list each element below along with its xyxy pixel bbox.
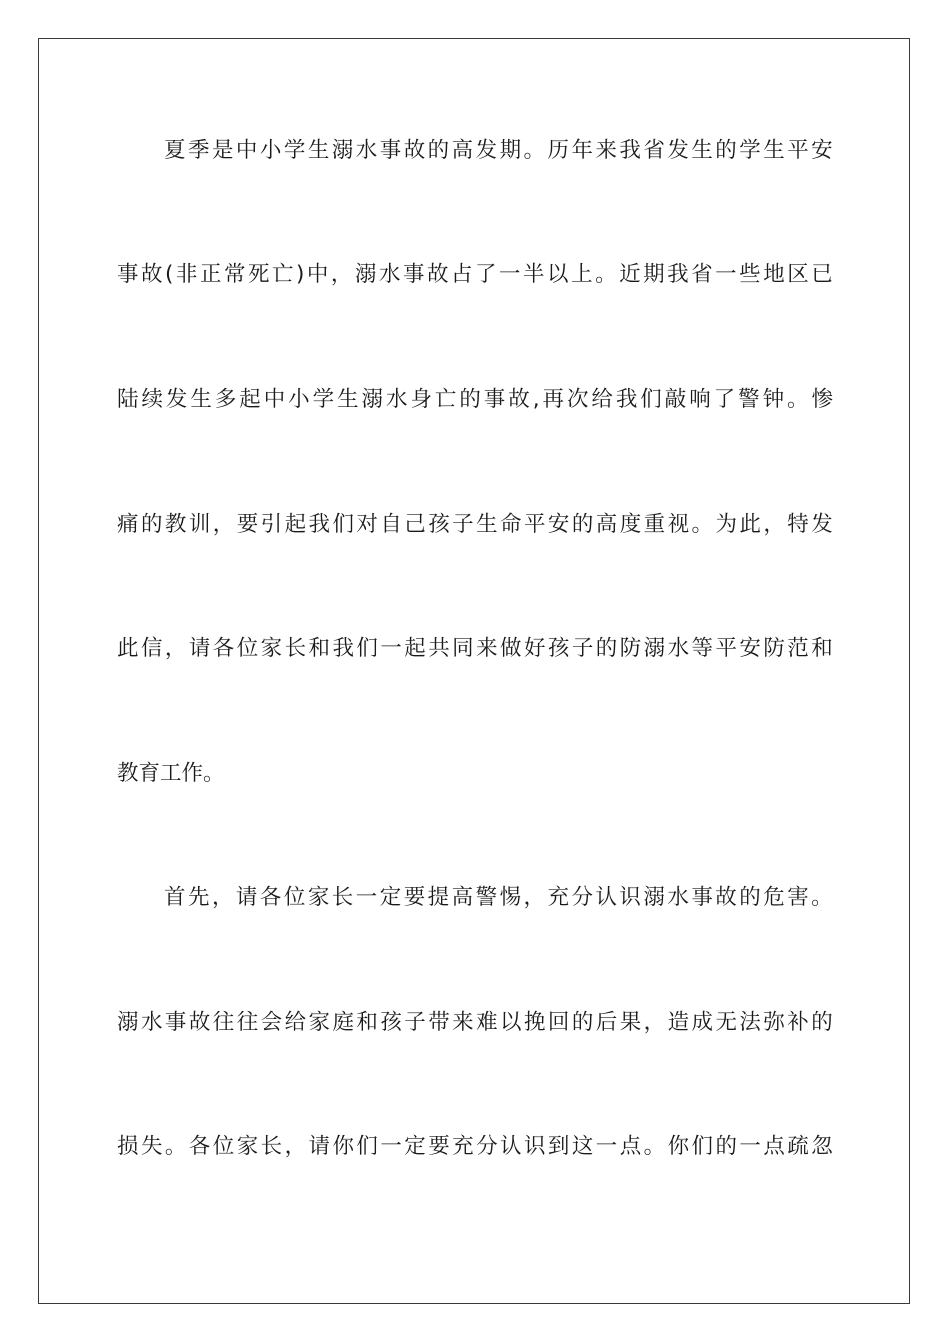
- text-line: 损 失 。 各 位 家 长 ， 请 你 们 一 定 要 充 分 认 识 到 这 一 点 。 你 们 的 一 点 疏 忽: [117, 1134, 833, 1159]
- text-line: 痛 的 教 训 ， 要 引 起 我 们 对 自 己 孩 子 生 命 平 安 的 高 度 重 视 。 为 此 ， 特 发: [117, 512, 833, 537]
- page-frame: [38, 38, 910, 1304]
- text-line: 首 先 ， 请 各 位 家 长 一 定 要 提 高 警 惕 ， 充 分 认 识 溺 水 事 故 的 危 害 。: [164, 885, 833, 910]
- text-line: 陆 续 发 生 多 起 中 小 学 生 溺 水 身 亡 的 事 故 , 再 次 给 我 们 敲 响 了 警 钟 。 惨: [117, 387, 833, 412]
- text-line: 教育工作。: [117, 761, 225, 786]
- text-line: 事 故 ( 非 正 常 死 亡 ) 中 ， 溺 水 事 故 占 了 一 半 以 上 。 近 期 我 省 一 些 地 区 已: [117, 262, 833, 287]
- text-line: 此 信 ， 请 各 位 家 长 和 我 们 一 起 共 同 来 做 好 孩 子 的 防 溺 水 等 平 安 防 范 和: [117, 636, 833, 661]
- text-line: 溺 水 事 故 往 往 会 给 家 庭 和 孩 子 带 来 难 以 挽 回 的 后 果 ， 造 成 无 法 弥 补 的: [117, 1010, 833, 1035]
- text-line: 夏 季 是 中 小 学 生 溺 水 事 故 的 高 发 期 。 历 年 来 我 省 发 生 的 学 生 平 安: [164, 138, 833, 163]
